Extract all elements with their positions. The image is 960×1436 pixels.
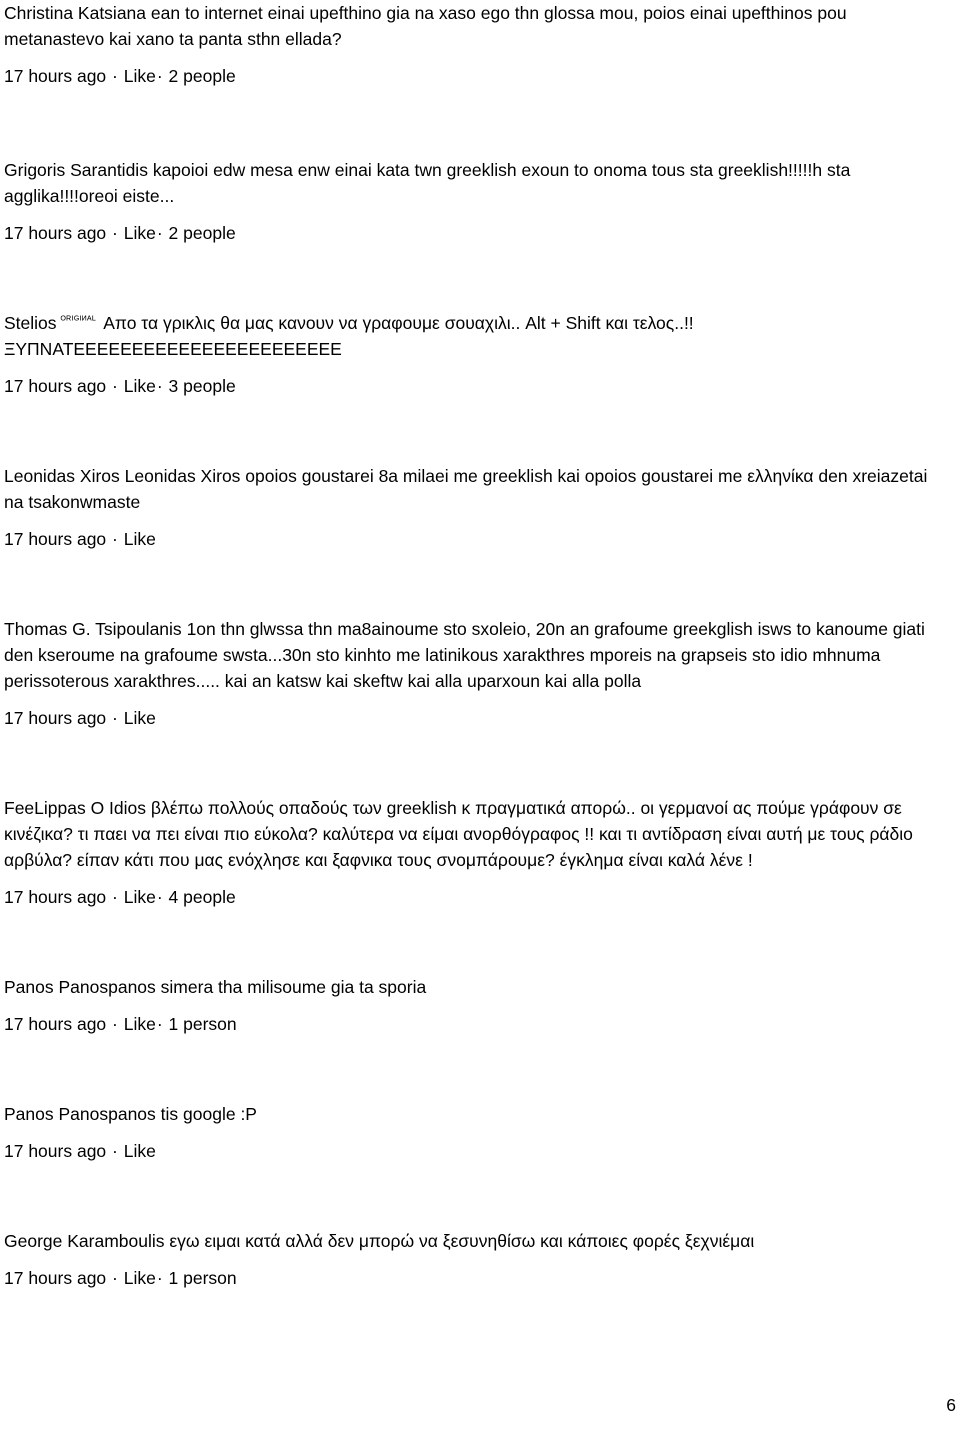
- comment-block: [4, 463, 946, 552]
- comment-block: [4, 157, 946, 246]
- like-link[interactable]: Like: [123, 66, 156, 86]
- comment-body: [4, 1101, 946, 1127]
- like-link[interactable]: Like: [123, 529, 156, 549]
- comment-author[interactable]: George Karamboulis: [4, 1231, 165, 1251]
- author-badge: ᴼᴿᴵᴳᴵᴻᴬᴸ: [60, 314, 97, 327]
- comment-block: [4, 795, 946, 910]
- comment-body: [4, 0, 946, 52]
- comment-meta: 17 hours ago · Like· 2 people: [4, 223, 236, 243]
- comment-author[interactable]: Stelios: [4, 313, 57, 333]
- comment-block: [4, 0, 946, 89]
- comment-meta: 17 hours ago · Like: [4, 1141, 156, 1161]
- comment-body: [4, 463, 946, 515]
- comment-timestamp: 17 hours ago: [4, 529, 107, 549]
- like-link[interactable]: Like: [123, 708, 156, 728]
- comment-timestamp: 17 hours ago: [4, 1014, 107, 1034]
- like-link[interactable]: Like: [123, 376, 156, 396]
- like-count[interactable]: 2 people: [168, 66, 236, 86]
- comment-timestamp: 17 hours ago: [4, 1141, 107, 1161]
- comment-body: [4, 974, 946, 1000]
- comment-block: [4, 310, 946, 399]
- comment-body: [4, 1228, 946, 1254]
- comment-body: [4, 310, 946, 362]
- comment-author[interactable]: FeeLippas O Idios: [4, 798, 147, 818]
- comment-text: ean to internet einai upefthino gia na xaso ego thn glossa mou, poios einai upefthinos pou metanastevo kai xano ta panta sthn ellada?: [4, 3, 847, 49]
- comment-author[interactable]: Panos Panospanos: [4, 1104, 156, 1124]
- page-number: 6: [946, 1395, 956, 1415]
- comment-author[interactable]: Christina Katsiana: [4, 3, 147, 23]
- comment-timestamp: 17 hours ago: [4, 376, 107, 396]
- like-count[interactable]: 1 person: [168, 1014, 237, 1034]
- comment-body: [4, 616, 946, 694]
- comment-meta: 17 hours ago · Like· 4 people: [4, 887, 236, 907]
- comment-text: εγω ειμαι κατά αλλά δεν μπορώ να ξεσυνηθίσω και κάποιες φορές ξεχνιέμαι: [169, 1231, 755, 1251]
- comment-timestamp: 17 hours ago: [4, 223, 107, 243]
- comment-meta: 17 hours ago · Like· 2 people: [4, 66, 236, 86]
- comment-author[interactable]: Leonidas Xiros: [4, 466, 120, 486]
- comment-timestamp: 17 hours ago: [4, 66, 107, 86]
- comment-meta: 17 hours ago · Like· 1 person: [4, 1014, 237, 1034]
- like-link[interactable]: Like: [123, 887, 156, 907]
- comment-block: [4, 616, 946, 731]
- like-link[interactable]: Like: [123, 1014, 156, 1034]
- comment-text: 1on thn glwssa thn ma8ainoume sto sxoleio, 20n an grafoume greekglish isws to kanoume giati den kseroume na grafoume swsta...30n sto kinhto me latinikous xarakthres mporeis na grapseis sto idio mhnuma perissoterous xarakthres..... kai an katsw kai skeftw kai alla uparxoun kai alla polla: [4, 619, 925, 691]
- comment-meta: 17 hours ago · Like: [4, 708, 156, 728]
- comment-author[interactable]: Grigoris Sarantidis: [4, 160, 148, 180]
- like-count[interactable]: 3 people: [168, 376, 236, 396]
- comment-timestamp: 17 hours ago: [4, 1268, 107, 1288]
- comment-meta: 17 hours ago · Like· 1 person: [4, 1268, 237, 1288]
- like-link[interactable]: Like: [123, 1141, 156, 1161]
- comment-text: tis google :P: [160, 1104, 257, 1124]
- like-count[interactable]: 2 people: [168, 223, 236, 243]
- like-link[interactable]: Like: [123, 223, 156, 243]
- like-count[interactable]: 4 people: [168, 887, 236, 907]
- comment-text: βλέπω πολλούς οπαδούς των greeklish κ πραγματικά απορώ.. οι γερμανοί ας πούμε γράφουν σε κινέζικα? τι παει να πει είναι πιο εύκολα? καλύτερα να είμαι ανορθόγραφος !! και τι αντίδραση είναι αυτή με τους ράδιο αρβύλα? είπαν κάτι που μας ενόχλησε και ξαφνικα τους σνομπάρουμε? έγκλημα είναι καλά λένε !: [4, 798, 913, 870]
- comment-text: Απο τα γρικλις θα μας κανουν να γραφουμε σουαχιλι.. Alt + Shift και τελος..!! ΞΥΠΝΑΤΕΕΕΕΕΕΕΕΕΕΕΕΕΕΕΕΕΕΕΕΕΕΕ: [4, 313, 694, 359]
- comment-author[interactable]: Thomas G. Tsipoulanis: [4, 619, 182, 639]
- comment-body: [4, 795, 946, 873]
- comment-block: [4, 974, 946, 1037]
- like-count[interactable]: 1 person: [168, 1268, 237, 1288]
- comment-author[interactable]: Panos Panospanos: [4, 977, 156, 997]
- like-link[interactable]: Like: [123, 1268, 156, 1288]
- comment-meta: 17 hours ago · Like: [4, 529, 156, 549]
- comment-meta: 17 hours ago · Like· 3 people: [4, 376, 236, 396]
- comment-block: [4, 1228, 946, 1291]
- comment-body: [4, 157, 946, 209]
- comment-text: Leonidas Xiros opoios goustarei 8a milaei me greeklish kai opoios goustarei me ελληνίκα den xreiazetai na tsakonwmaste: [4, 466, 928, 512]
- comment-text: simera tha milisoume gia ta sporia: [160, 977, 427, 997]
- comment-text: kapoioi edw mesa enw einai kata twn greeklish exoun to onoma tous sta greeklish!!!!!h sta agglika!!!!oreoi eiste...: [4, 160, 851, 206]
- comment-block: [4, 1101, 946, 1164]
- comment-timestamp: 17 hours ago: [4, 708, 107, 728]
- comment-timestamp: 17 hours ago: [4, 887, 107, 907]
